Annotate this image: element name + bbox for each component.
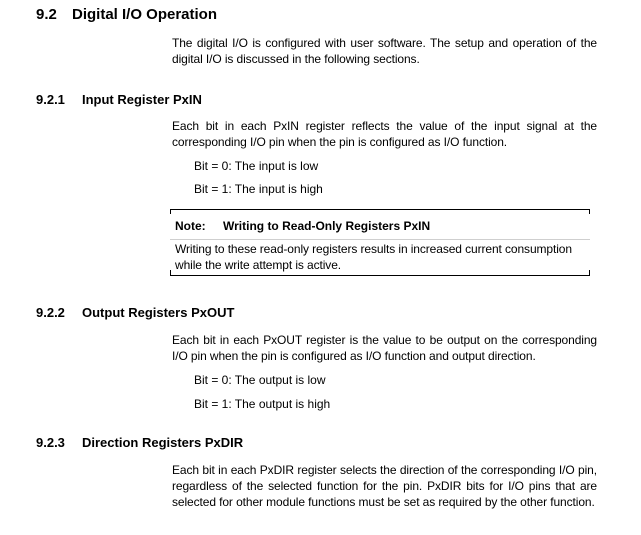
section-number: 9.2 bbox=[36, 6, 57, 23]
subsection-number: 9.2.3 bbox=[36, 435, 65, 450]
bit-description: Bit = 1: The input is high bbox=[194, 182, 323, 196]
note-bottom-rule bbox=[170, 275, 590, 276]
bit-description: Bit = 0: The input is low bbox=[194, 159, 319, 173]
subsection-body-input: Each bit in each PxIN register reflects the value of the input signal at the corresponding I/O pin when the pin is configured as I/O function. bbox=[172, 119, 597, 149]
subsection-number: 9.2.2 bbox=[36, 305, 65, 320]
note-top-tick-right bbox=[589, 209, 590, 214]
section-intro: The digital I/O is configured with user software. The setup and operation of the digital I/O is discussed in the following sections. bbox=[172, 36, 597, 66]
note-body: Writing to these read-only registers results in increased current consumption while the write attempt is active. bbox=[175, 242, 572, 272]
note-top-rule bbox=[170, 209, 590, 210]
subsection-number: 9.2.1 bbox=[36, 92, 65, 107]
note-title bbox=[175, 219, 430, 233]
note-heading: Writing to Read-Only Registers PxIN bbox=[223, 219, 431, 233]
section-heading bbox=[36, 6, 217, 23]
subsection-heading-input bbox=[36, 92, 202, 107]
note-divider bbox=[170, 239, 590, 240]
subsection-title: Input Register PxIN bbox=[82, 92, 202, 107]
note-bottom-tick-right bbox=[589, 270, 590, 275]
subsection-body-output: Each bit in each PxOUT register is the value to be output on the corresponding I/O pin when the pin is configured as I/O function and output direction. bbox=[172, 333, 597, 363]
note-top-tick-left bbox=[170, 209, 171, 214]
bit-description: Bit = 0: The output is low bbox=[194, 373, 326, 387]
subsection-heading-output bbox=[36, 305, 234, 320]
note-label: Note: bbox=[175, 219, 206, 233]
subsection-body-direction: Each bit in each PxDIR register selects the direction of the corresponding I/O pin, regardless of the selected function for the pin. PxDIR bits for I/O pins that are selected for other module functions must be set as required by the other function. bbox=[172, 463, 597, 509]
note-box bbox=[170, 209, 590, 275]
subsection-title: Output Registers PxOUT bbox=[82, 305, 235, 320]
section-title: Digital I/O Operation bbox=[72, 6, 218, 23]
note-bottom-tick-left bbox=[170, 270, 171, 275]
subsection-title: Direction Registers PxDIR bbox=[82, 435, 244, 450]
bit-description: Bit = 1: The output is high bbox=[194, 397, 331, 411]
subsection-heading-direction bbox=[36, 435, 243, 450]
